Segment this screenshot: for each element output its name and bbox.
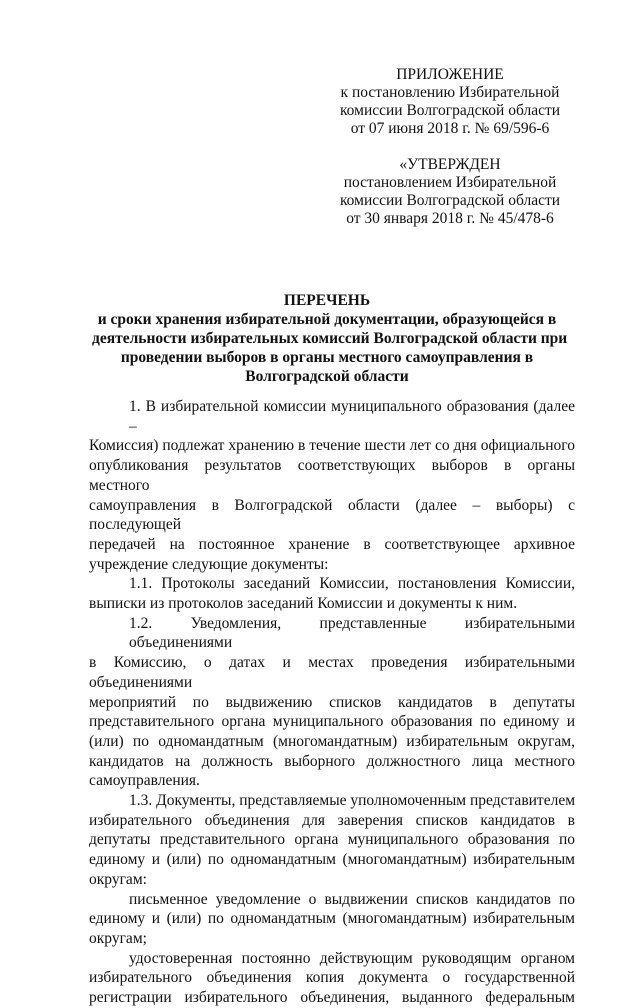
document-body xyxy=(89,397,575,1008)
text-line: самоуправления в Волгоградской области (далее – выборы) с последующей xyxy=(89,496,575,534)
text-line: округам; xyxy=(89,929,147,947)
text-line: в Комиссию, о датах и местах проведения избирательными объединениями xyxy=(89,654,575,691)
appendix-line: к постановлению Избирательной xyxy=(340,84,560,101)
text-line: мероприятий по выдвижению списков кандидатов в депутаты xyxy=(89,693,575,711)
appendix-header xyxy=(300,66,600,138)
title-line: и сроки хранения избирательной документации, образующейся в xyxy=(97,311,557,328)
approval-line: постановлением Избирательной xyxy=(343,174,557,191)
text-line: кандидатов на должность выборного должностного лица местного xyxy=(89,752,575,770)
text-line: удостоверенная постоянно действующим руководящим органом xyxy=(129,949,575,967)
paragraph-1-3 xyxy=(89,791,575,890)
paragraph-copy xyxy=(89,949,575,1008)
text-line: учреждение следующие документы: xyxy=(89,555,329,573)
document-title xyxy=(92,291,568,386)
appendix-line: комиссии Волгоградской области xyxy=(339,102,561,119)
text-line: представительного органа муниципального образования по единому и xyxy=(89,713,575,731)
text-line: 1. В избирательной комиссии муниципального образования (далее – xyxy=(129,398,575,435)
text-line: передачей на постоянное хранение в соответствующее архивное xyxy=(89,535,575,553)
text-line: Комиссия) подлежат хранению в течение шести лет со дня официального xyxy=(89,437,575,455)
text-line: самоуправления. xyxy=(89,772,200,790)
text-line: 1.3. Документы, представляемые уполномоченным представителем xyxy=(129,792,576,810)
appendix-line: ПРИЛОЖЕНИЕ xyxy=(396,66,504,83)
text-line: избирательного объединения для заверения списков кандидатов в xyxy=(89,811,575,829)
approval-header xyxy=(300,156,600,228)
text-line: письменное уведомление о выдвижении списков кандидатов по xyxy=(129,890,575,908)
appendix-line: от 07 июня 2018 г. № 69/596-6 xyxy=(350,120,550,137)
text-line: единому и (или) по одномандатным (многомандатным) избирательным xyxy=(89,851,575,869)
text-line: регистрации избирательного объединения, выданного федеральным xyxy=(89,989,575,1007)
approval-line: «УТВЕРЖДЕН xyxy=(399,156,501,173)
text-line: избирательного объединения копия документа о государственной xyxy=(89,969,575,987)
title-heading: ПЕРЕЧЕНЬ xyxy=(283,292,371,309)
paragraph-1 xyxy=(89,397,575,574)
paragraph-1-2 xyxy=(89,614,575,791)
title-line: Волгоградской области xyxy=(245,368,409,385)
approval-line: комиссии Волгоградской области xyxy=(339,192,561,209)
paragraph-1-1 xyxy=(89,574,575,613)
text-line: (или) по одномандатным (многомандатным) избирательным округам, xyxy=(89,732,575,750)
text-line: 1.2. Уведомления, представленные избирательными объединениями xyxy=(129,614,575,652)
text-line: единому и (или) по одномандатным (многомандатным) избирательным xyxy=(89,910,575,928)
text-line: округам: xyxy=(89,870,147,888)
text-line: выписки из протоколов заседаний Комиссии и документы к ним. xyxy=(89,595,518,613)
text-line: опубликования результатов соответствующих выборов в органы местного xyxy=(89,457,575,494)
text-line: депутаты представительного органа муниципального образования по xyxy=(89,831,575,849)
title-line: проведении выборов в органы местного самоуправления в xyxy=(120,349,534,366)
text-line: 1.1. Протоколы заседаний Комиссии, постановления Комиссии, xyxy=(129,575,575,593)
title-line: деятельности избирательных комиссий Волгоградской области при xyxy=(92,330,568,347)
paragraph-notice xyxy=(89,890,575,949)
approval-line: от 30 января 2018 г. № 45/478-6 xyxy=(346,210,554,227)
